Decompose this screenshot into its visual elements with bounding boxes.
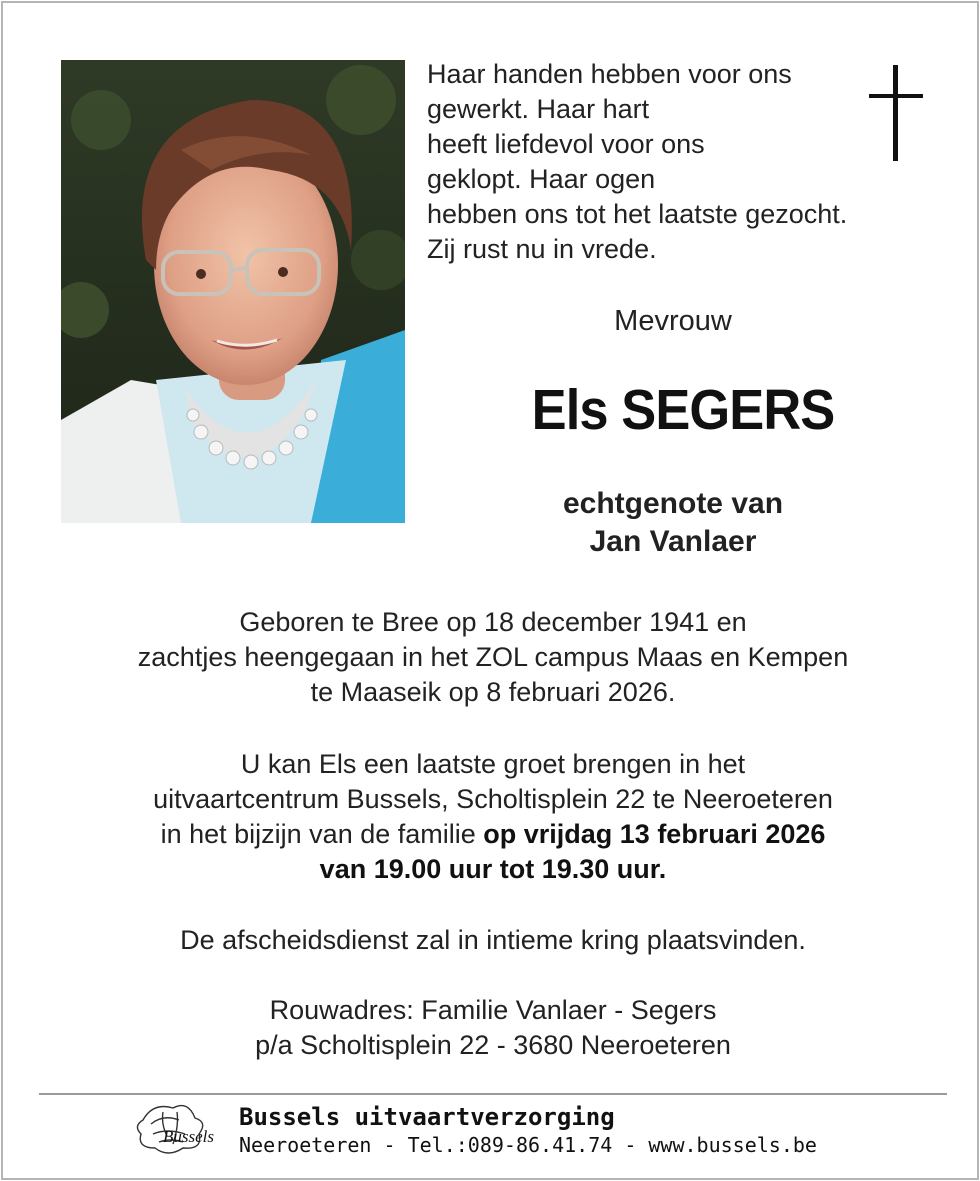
deceased-name: Els SEGERS: [531, 378, 835, 442]
poem-line: heeft liefdevol voor ons: [427, 129, 705, 159]
spouse-name: Jan Vanlaer: [589, 525, 757, 558]
address-line: Rouwadres: Familie Vanlaer - Segers: [269, 995, 717, 1025]
birth-death-paragraph: [43, 605, 943, 710]
poem-line: Haar handen hebben voor ons: [427, 59, 792, 89]
service-paragraph: De afscheidsdienst zal in intieme kring plaatsvinden.: [180, 925, 806, 955]
spouse-block: [473, 485, 873, 561]
visitation-line: [43, 817, 943, 852]
poem-line: Zij rust nu in vrede.: [427, 234, 657, 264]
cross-icon: [867, 65, 927, 163]
visitation-line: [43, 852, 943, 887]
visitation-line-prefix: in het bijzijn van de familie: [160, 819, 484, 849]
address-line: p/a Scholtisplein 22 - 3680 Neeroeteren: [255, 1030, 731, 1060]
birth-death-line: te Maaseik op 8 februari 2026.: [310, 677, 676, 707]
relation-label: echtgenote van: [562, 487, 784, 520]
visitation-date: op vrijdag 13 februari 2026: [483, 819, 826, 849]
birth-death-line: zachtjes heengegaan in het ZOL campus Maas en Kempen: [137, 642, 849, 672]
obituary-card: [1, 1, 979, 1180]
bussels-logo: [133, 1100, 227, 1160]
company-contact: Neeroeteren - Tel.:089-86.41.74 - www.bussels.be: [239, 1133, 817, 1157]
portrait-photo: [61, 60, 405, 523]
visitation-line: U kan Els een laatste groet brengen in het: [240, 749, 746, 779]
honorific-title: Mevrouw: [614, 305, 732, 337]
poem: [427, 57, 847, 267]
poem-line: gewerkt. Haar hart: [427, 94, 650, 124]
poem-line: hebben ons tot het laatste gezocht.: [427, 199, 848, 229]
address-paragraph: [43, 993, 943, 1063]
footer-divider: [39, 1093, 947, 1095]
logo-wordmark: Bussels: [163, 1127, 214, 1146]
portrait-illustration: [61, 60, 405, 523]
poem-line: geklopt. Haar ogen: [427, 164, 656, 194]
birth-death-line: Geboren te Bree op 18 december 1941 en: [239, 607, 747, 637]
visitation-paragraph: [43, 747, 943, 887]
company-name: Bussels uitvaartverzorging: [239, 1103, 615, 1131]
visitation-line: uitvaartcentrum Bussels, Scholtisplein 22 te Neeroeteren: [153, 784, 833, 814]
visitation-time: van 19.00 uur tot 19.30 uur.: [319, 854, 667, 884]
